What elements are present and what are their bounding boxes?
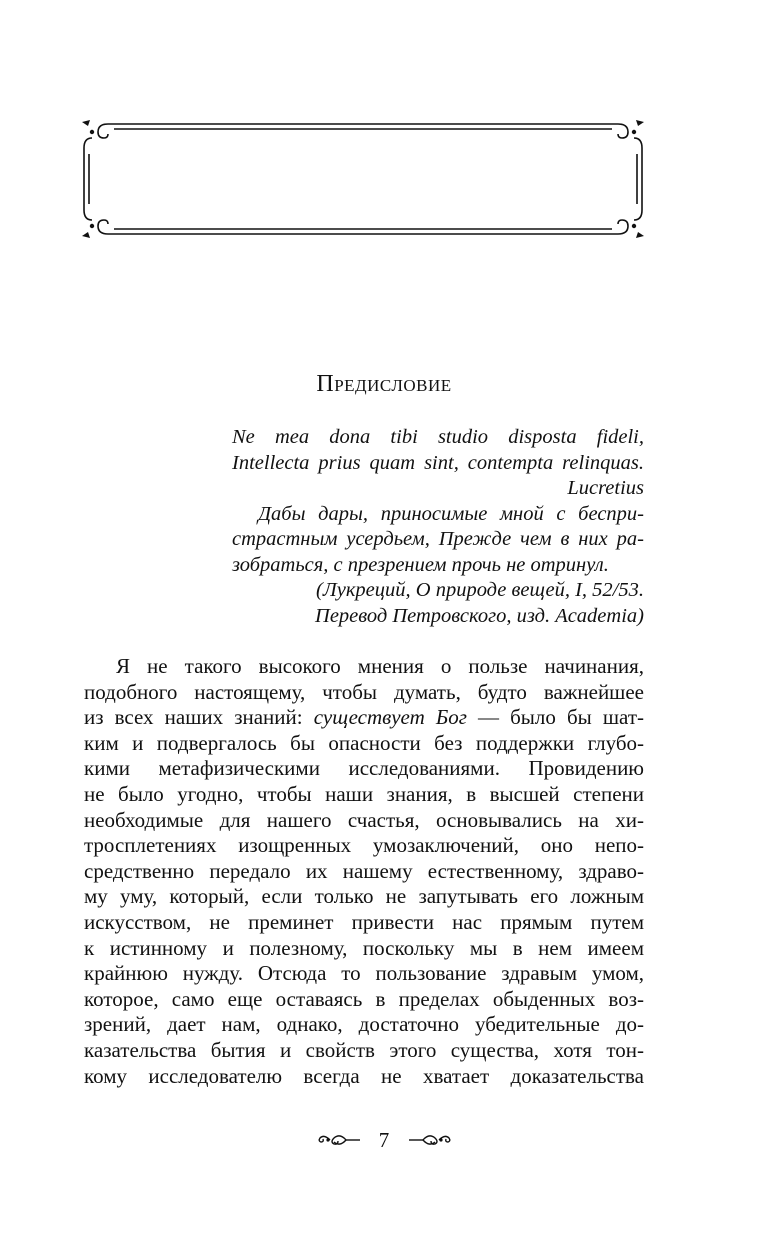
page-title: Предисловие [316, 371, 452, 397]
epigraph-author: Lucretius [567, 477, 644, 499]
body-line-text: из всех наших знаний: [84, 705, 314, 730]
epigraph-source-line: Перевод Петровского, изд. Academia) [315, 604, 644, 627]
epigraph-translation-line: зобраться, с презрением прочь не отринул. [232, 553, 609, 576]
epigraph-latin-line: Ne mea dona tibi studio disposta fideli, [232, 426, 644, 448]
body-line: тросплетениях изощренных умозаключений, оно непо- [84, 833, 644, 858]
body-line: искусством, не преминет привести нас прямым путем [84, 909, 644, 934]
page-footer [0, 1125, 768, 1153]
body-line: не было угодно, чтобы наши знания, в высшей степени [84, 781, 644, 806]
epigraph-source-line: (Лукреций, О природе вещей, I, 52/53. [316, 579, 644, 601]
epigraph-translation-line: Дабы дары, приносимые мной с беспри- [258, 502, 644, 525]
body-line: казательства бытия и свойств этого существа, хотя тон- [84, 1037, 644, 1062]
body-line [84, 705, 644, 731]
body-line-text: — было бы шат- [466, 705, 644, 730]
body-paragraph [84, 654, 644, 1089]
body-line: Я не такого высокого мнения о пользе начинания, [116, 654, 644, 678]
body-line: которое, само еще оставаясь в пределах обыденных воз- [84, 986, 644, 1011]
epigraph [232, 425, 644, 629]
emphasis-text: существует Бог [313, 705, 467, 730]
ornamental-frame [78, 118, 648, 240]
body-line: подобного настоящему, чтобы думать, будто важнейшее [84, 679, 644, 704]
ornamental-frame-icon [78, 118, 648, 240]
body-line: му уму, который, если только не запутывать его ложным [84, 884, 644, 909]
body-line: средственно передало их нашему естественному, здраво- [84, 858, 644, 883]
body-line: кими метафизическими исследованиями. Провидению [84, 756, 644, 781]
flourish-left-icon [316, 1130, 362, 1150]
body-line: к истинному и полезному, поскольку мы в нем имеем [84, 935, 644, 960]
page-number: 7 [378, 1128, 390, 1153]
epigraph-latin-line: Intellecta prius quam sint, contempta relinquas. [232, 451, 644, 474]
flourish-right-icon [407, 1130, 453, 1150]
body-line: необходимые для нашего счастья, основывались на хи- [84, 807, 644, 832]
epigraph-translation-line: страстным усердьем, Прежде чем в них ра- [232, 528, 644, 550]
body-line: зрений, дает нам, однако, достаточно убедительные до- [84, 1012, 644, 1037]
body-line: ким и подвергалось бы опасности без поддержки глубо- [84, 730, 644, 755]
body-line: крайнюю нужду. Отсюда то пользование здравым умом, [84, 961, 644, 986]
body-line: кому исследователю всегда не хватает доказательства [84, 1063, 644, 1088]
